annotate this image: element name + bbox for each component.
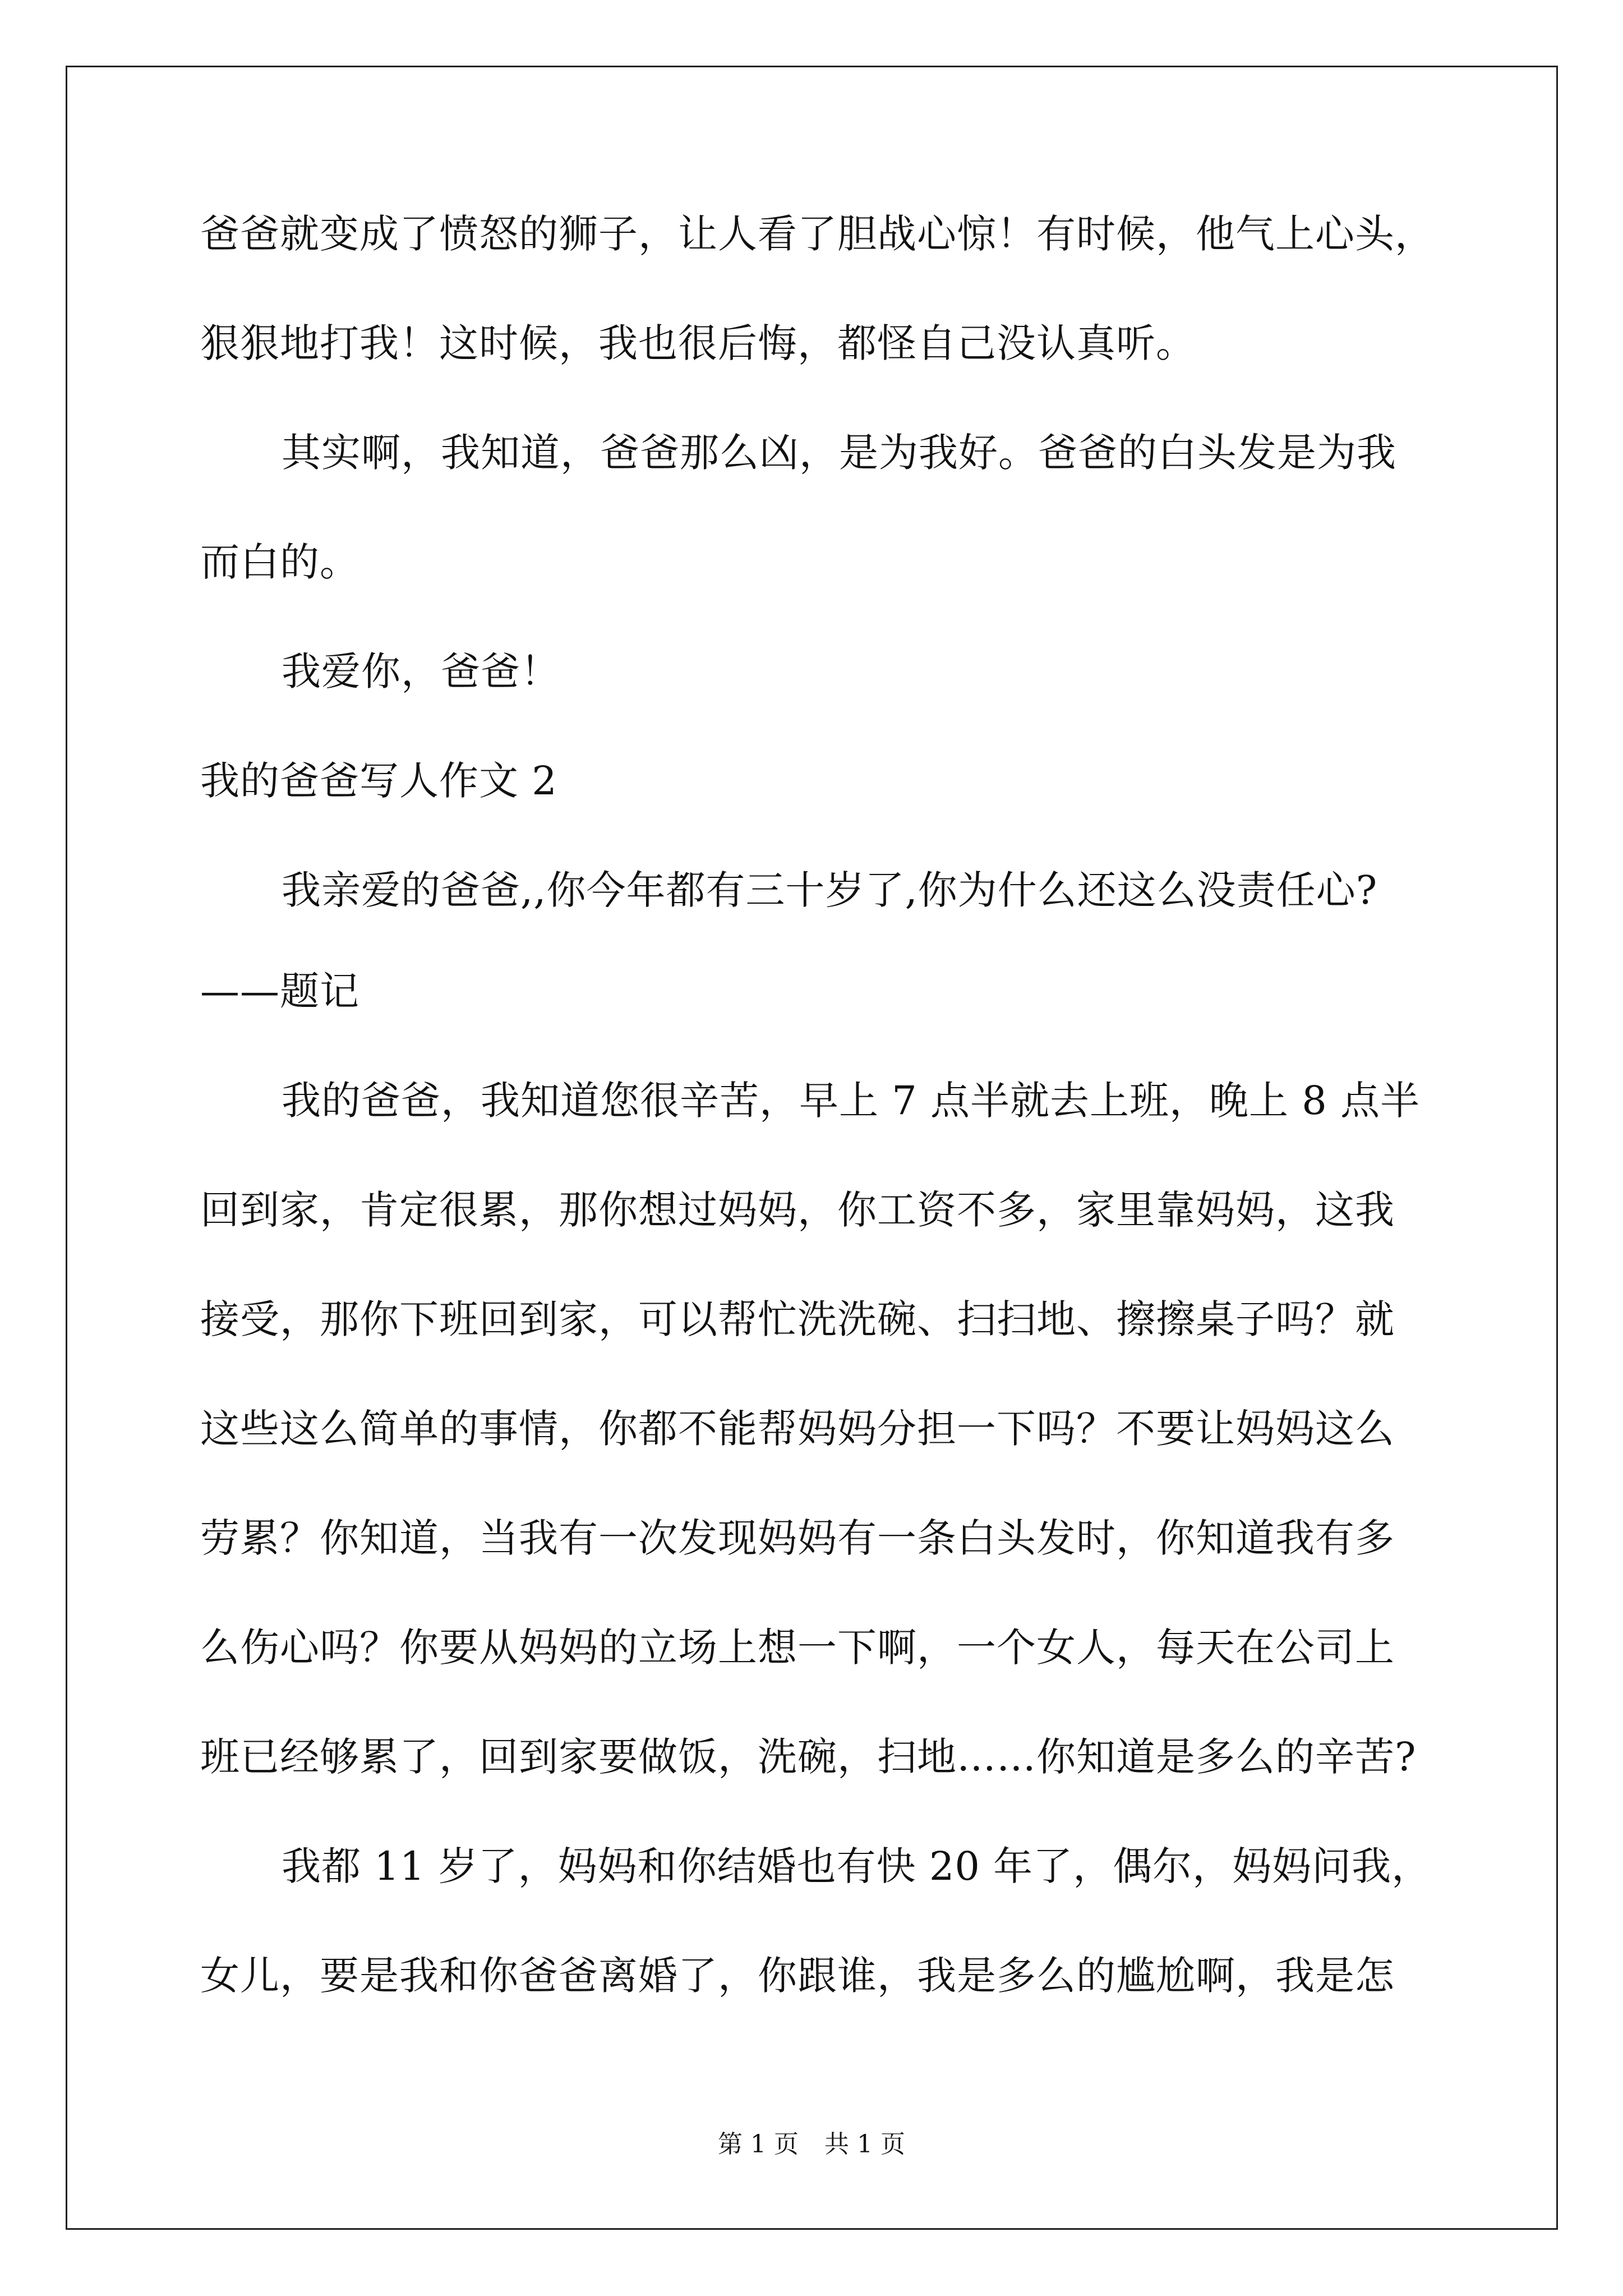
text-line: 我亲爱的爸爸,,你今年都有三十岁了,你为什么还这么没责任心? [282, 867, 1378, 913]
text-line: 女儿，要是我和你爸爸离婚了，你跟谁，我是多么的尴尬啊，我是怎 [200, 1953, 1395, 1999]
page-border [66, 66, 1558, 2230]
page-total: 共 1 页 [824, 2130, 905, 2159]
text-line: 接受，那你下班回到家，可以帮忙洗洗碗、扫扫地、擦擦桌子吗？就 [200, 1296, 1395, 1342]
text-line: 劳累？你知道，当我有一次发现妈妈有一条白头发时，你知道我有多 [200, 1515, 1395, 1561]
text-line: 我爱你，爸爸！ [282, 648, 560, 694]
text-line: 狠狠地打我！这时候，我也很后悔，都怪自己没认真听。 [200, 320, 1196, 366]
text-line: 我的爸爸，我知道您很辛苦，早上 7 点半就去上班，晚上 8 点半 [282, 1078, 1421, 1124]
text-line: 班已经够累了，回到家要做饭，洗碗，扫地……你知道是多么的辛苦? [200, 1734, 1417, 1780]
text-line: 其实啊，我知道，爸爸那么凶，是为我好。爸爸的白头发是为我 [282, 430, 1396, 476]
text-line: 这些这么简单的事情，你都不能帮妈妈分担一下吗？不要让妈妈这么 [200, 1406, 1395, 1452]
text-line: 么伤心吗？你要从妈妈的立场上想一下啊，一个女人，每天在公司上 [200, 1625, 1395, 1671]
text-line: 我都 11 岁了，妈妈和你结婚也有快 20 年了，偶尔，妈妈问我， [282, 1843, 1432, 1889]
section-heading: 我的爸爸写人作文 2 [200, 758, 557, 804]
page-number: 第 1 页 [718, 2130, 799, 2159]
text-line: 而白的。 [200, 539, 359, 585]
text-line: 爸爸就变成了愤怒的狮子，让人看了胆战心惊！有时候，他气上心头， [200, 211, 1435, 257]
text-line: ——题记 [200, 968, 359, 1014]
text-line: 回到家，肯定很累，那你想过妈妈，你工资不多，家里靠妈妈，这我 [200, 1187, 1395, 1233]
page-footer [0, 2128, 1623, 2161]
